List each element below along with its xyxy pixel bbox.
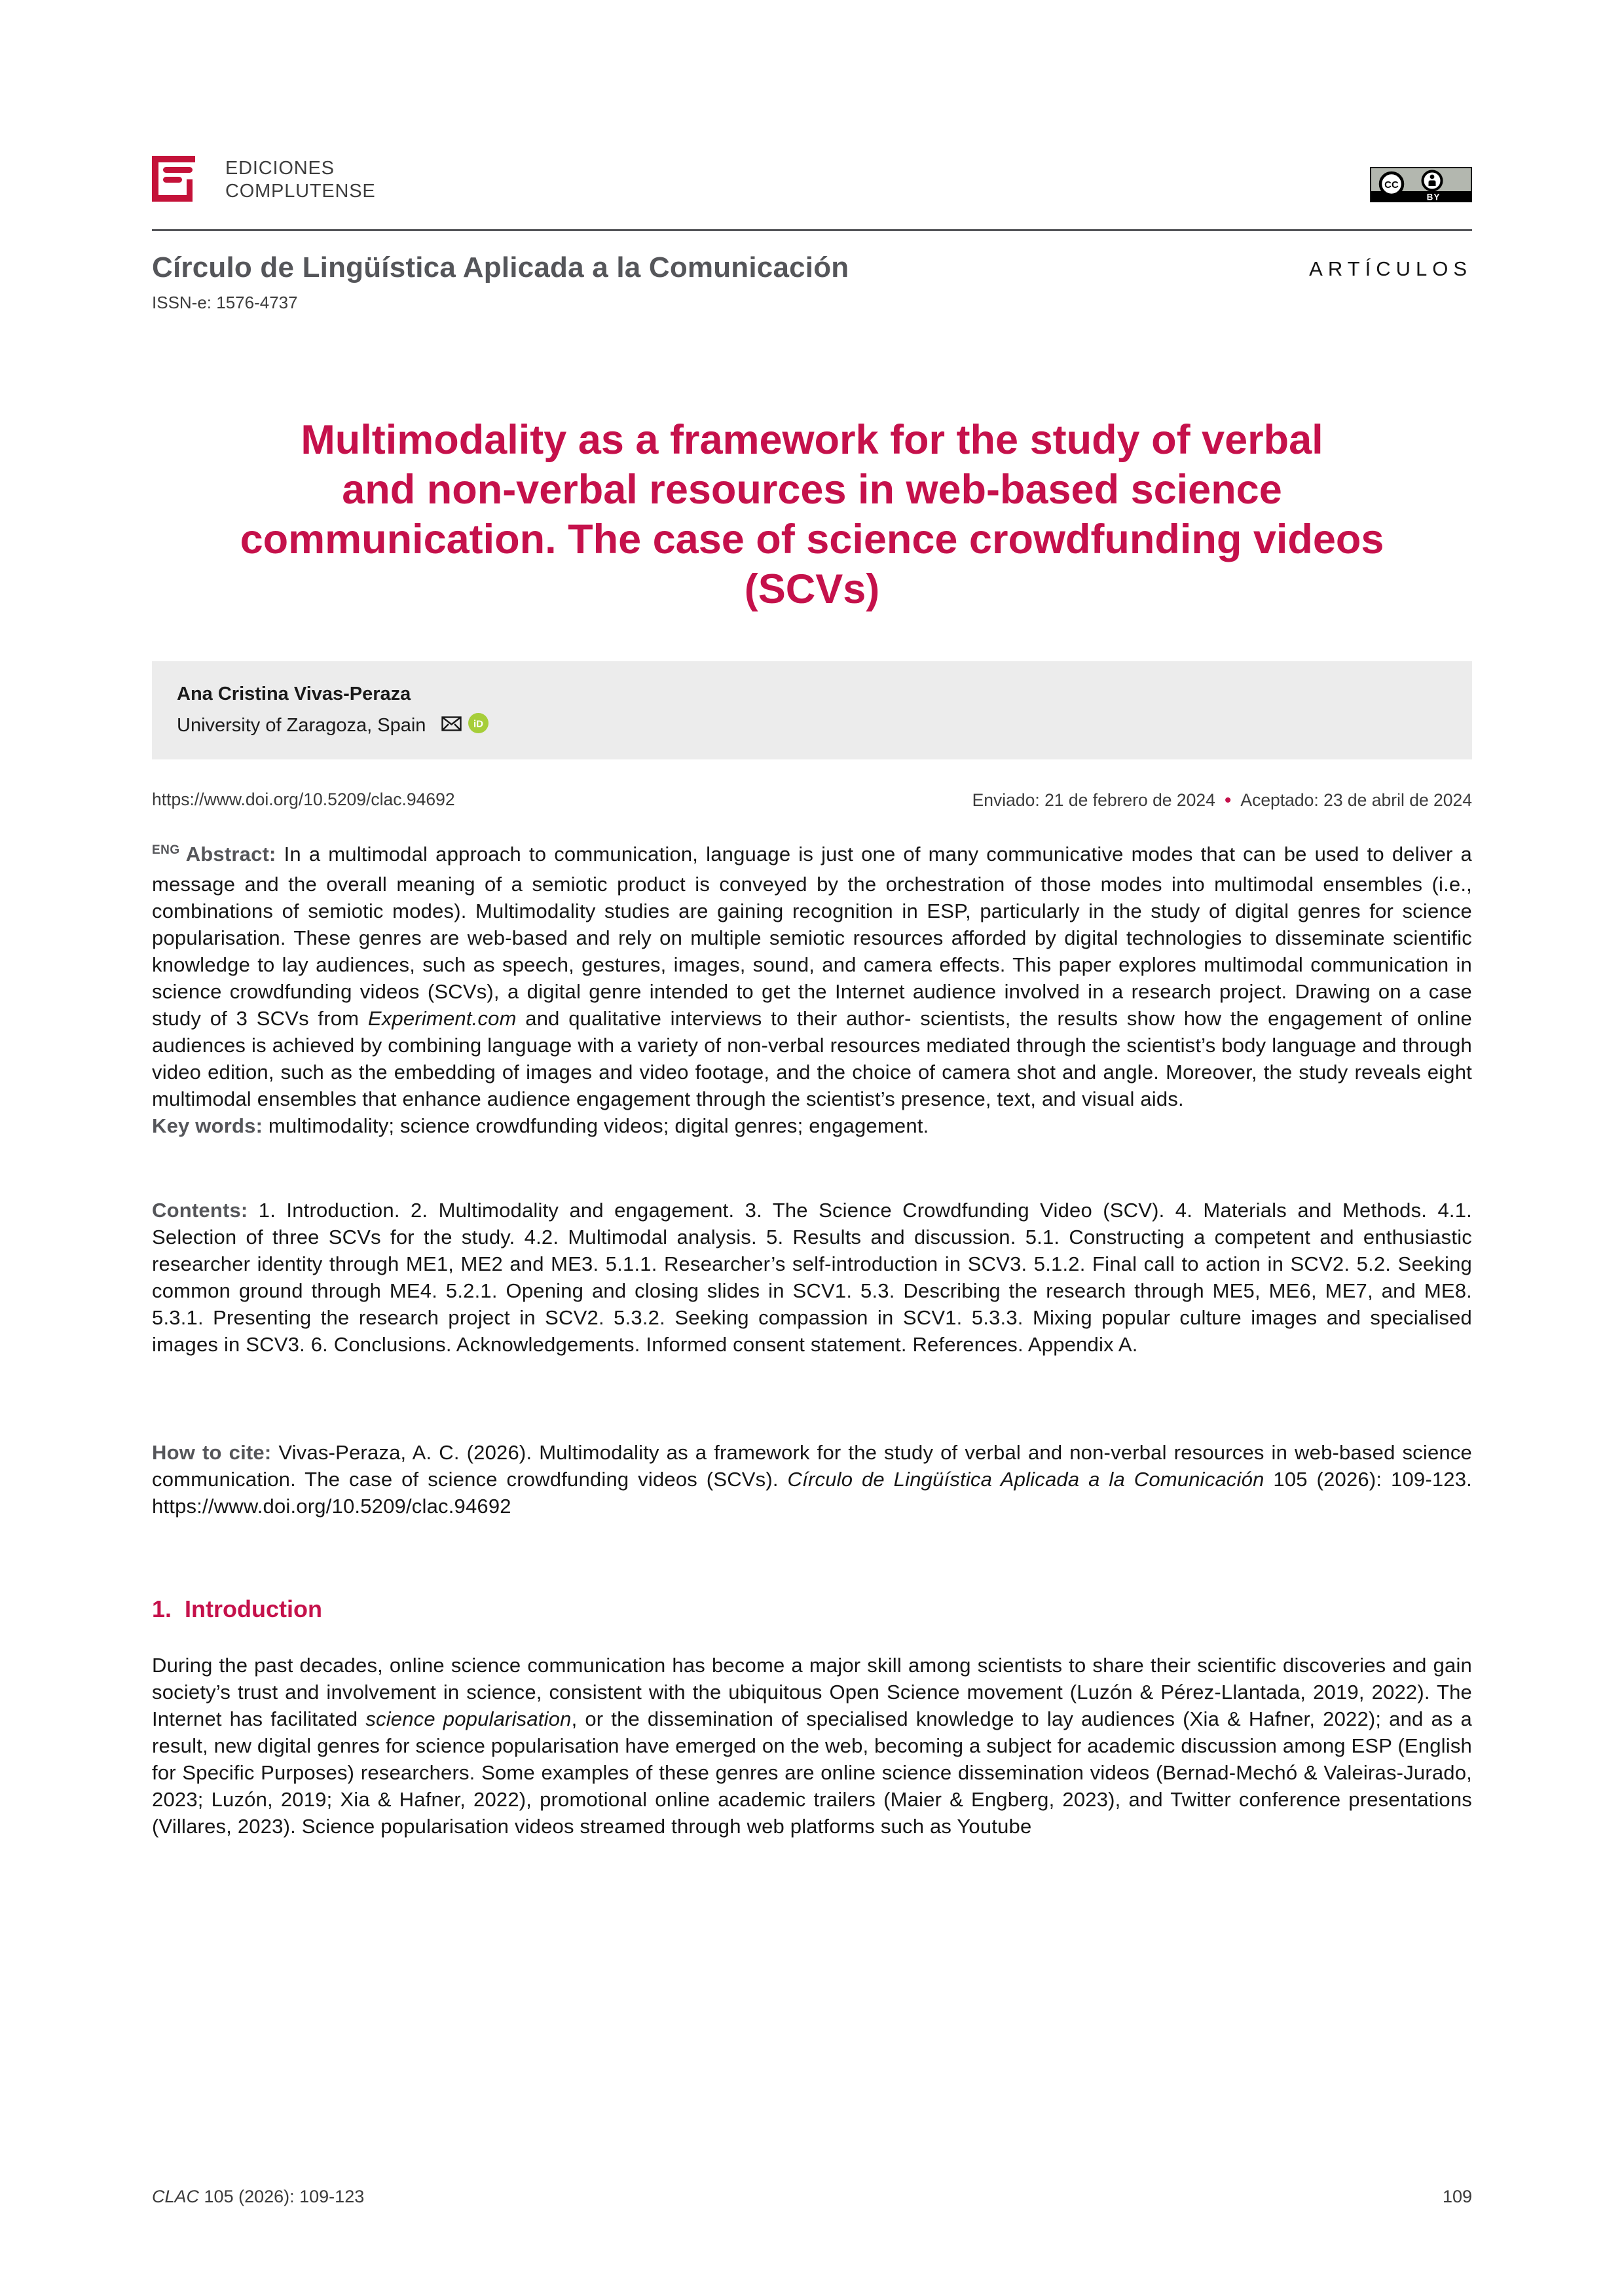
abstract-label: Abstract: (185, 843, 276, 866)
contents-label: Contents: (152, 1199, 248, 1222)
article-title-line2: and non-verbal resources in web-based science (342, 467, 1282, 513)
cc-by-icon (1370, 167, 1472, 202)
journal-banner (152, 251, 1472, 313)
article-title-line3: communication. The case of science crowdfunding videos (240, 517, 1384, 562)
keywords (152, 1112, 1472, 1139)
author-name: Ana Cristina Vivas-Peraza (177, 683, 411, 704)
email-icon[interactable] (441, 715, 462, 737)
abstract-italic-experiment: Experiment.com (367, 1007, 517, 1030)
footer-journal-ref (152, 2187, 364, 2207)
header-divider (152, 229, 1472, 231)
publisher-brand (152, 156, 376, 205)
svg-text:iD: iD (473, 718, 484, 730)
author-affiliation (177, 713, 1447, 738)
article-title (152, 415, 1472, 614)
keywords-text: multimodality; science crowdfunding videos; digital genres; engagement. (263, 1114, 929, 1137)
received-date: Enviado: 21 de febrero de 2024 (972, 790, 1215, 810)
author-contact-icons (441, 713, 489, 738)
date-separator-bullet: • (1224, 790, 1232, 811)
author-box (152, 661, 1472, 759)
abstract-text-2: and qualitative interviews to their author- scientists, the results show how the engagement of online audiences is achieved by combining language with a variety of non-verbal resources mediated through the scientist’s body language and through video edition, such as the embedding of images and video footage, and the choice of camera shot and angle. Moreover, the study reveals eight multimodal ensembles that enhance audience engagement through the scientist’s presence, text, and visual aids. (152, 1007, 1472, 1110)
intro-text-1: During the past decades, online science communication has become a major skill among scientists to share their scientific discoveries and gain society’s trust and involvement in science, consistent with the ubiquitous Open Science movement (Luzón & Pérez-Llantada, 2019, 2022). The Internet has facilitated (152, 1654, 1472, 1730)
doi-link[interactable]: https://www.doi.org/10.5209/clac.94692 (152, 790, 455, 809)
accepted-date: Aceptado: 23 de abril de 2024 (1240, 790, 1472, 810)
how-to-cite-label: How to cite: (152, 1441, 272, 1464)
how-to-cite-text-1: Vivas-Peraza, A. C. (2026). Multimodality as a framework for the study of verbal and non-verbal resources in web-based science communication. The case of science crowdfunding videos (SCVs). (152, 1441, 1472, 1491)
orcid-icon[interactable] (468, 713, 489, 738)
svg-text:CC: CC (1384, 179, 1399, 191)
footer-issue-info: 105 (2026): 109-123 (199, 2187, 365, 2206)
svg-text:BY: BY (1426, 192, 1441, 202)
journal-info (152, 251, 849, 313)
ediciones-complutense-logo-icon (152, 156, 199, 205)
abstract-language-tag: ENG (152, 843, 180, 857)
section-label: ARTÍCULOS (1309, 257, 1472, 280)
section-1-heading (152, 1595, 1472, 1623)
header (152, 0, 1472, 206)
footer-page-number: 109 (1442, 2187, 1472, 2206)
author-affiliation-text: University of Zaragoza, Spain (177, 715, 426, 736)
contents-text: 1. Introduction. 2. Multimodality and engagement. 3. The Science Crowdfunding Video (SCV). 4. Materials and Methods. 4.1. Selection of three SCVs for the study. 4.2. Multimodal analysis. 5. Results and discussion. 5.1. Constructing a competent and enthusiastic researcher identity through ME1, ME2 and ME3. 5.1.1. Researcher’s self-introduction in SCV3. 5.1.2. Final call to action in SCV2. 5.2. Seeking common ground through ME4. 5.2.1. Opening and closing slides in SCV1. 5.3. Describing the research through ME5, ME6, ME7, and ME8. 5.3.1. Presenting the research project in SCV2. 5.3.2. Seeking compassion in SCV1. 5.3.3. Mixing popular culture images and specialised images in SCV3. 6. Conclusions. Acknowledgements. Informed consent statement. References. Appendix A. (152, 1199, 1472, 1356)
submission-dates (972, 790, 1472, 812)
abstract-text-1: In a multimodal approach to communication, language is just one of many communicative modes that can be used to deliver a message and the overall meaning of a semiotic product is conveyed by the orchestration of those modes into multimodal ensembles (i.e., combinations of semiotic modes). Multimodality studies are gaining recognition in ESP, particularly in the study of digital genres for science popularisation. These genres are web-based and rely on multiple semiotic resources afforded by digital technologies to disseminate scientific knowledge to lay audiences, such as speech, gestures, images, sound, and camera effects. This paper explores multimodal communication in science crowdfunding videos (SCVs), a digital genre intended to get the Internet audience involved in a research project. Drawing on a case study of 3 SCVs from (152, 843, 1472, 1030)
how-to-cite (152, 1439, 1472, 1520)
intro-text-2: , or the dissemination of specialised knowledge to lay audiences (Xia & Hafner, 2022); and as a result, new digital genres for science popularisation have emerged on the web, becoming a subject for academic discussion among ESP (English for Specific Purposes) researchers. Some examples of these genres are online science dissemination videos (Bernad-Mechó & Valeiras-Jurado, 2023; Luzón, 2019; Xia & Hafner, 2022), promotional online academic trailers (Maier & Engberg, 2023), and Twitter conference presentations (Villares, 2023). Science popularisation videos streamed through web platforms such as Youtube (152, 1707, 1472, 1838)
footer-journal-abbr: CLAC (152, 2187, 200, 2206)
keywords-label: Key words: (152, 1114, 263, 1137)
contents (152, 1197, 1472, 1358)
article-title-line1: Multimodality as a framework for the study of verbal (301, 417, 1323, 463)
abstract (152, 841, 1472, 1112)
intro-italic-science-popularisation: science popularisation (365, 1707, 572, 1730)
publisher-name (225, 157, 376, 203)
article-title-line4: (SCVs) (744, 566, 880, 612)
how-to-cite-journal-italic: Círculo de Lingüística Aplicada a la Comunicación (787, 1468, 1264, 1491)
publisher-name-line2: COMPLUTENSE (225, 181, 376, 202)
section-1-title: Introduction (185, 1595, 322, 1622)
introduction-paragraph (152, 1652, 1472, 1840)
journal-name: Círculo de Lingüística Aplicada a la Comunicación (152, 251, 849, 283)
page-footer (152, 2187, 1472, 2207)
doi-dates-row (152, 790, 1472, 812)
how-to-cite-text-2: 105 (2026): 109-123. https://www.doi.org/10.5209/clac.94692 (152, 1468, 1472, 1518)
publisher-name-line1: EDICIONES (225, 158, 335, 179)
cc-by-license-badge[interactable] (1370, 167, 1472, 206)
journal-issn: ISSN-e: 1576-4737 (152, 293, 298, 312)
section-1-number: 1. (152, 1595, 172, 1622)
